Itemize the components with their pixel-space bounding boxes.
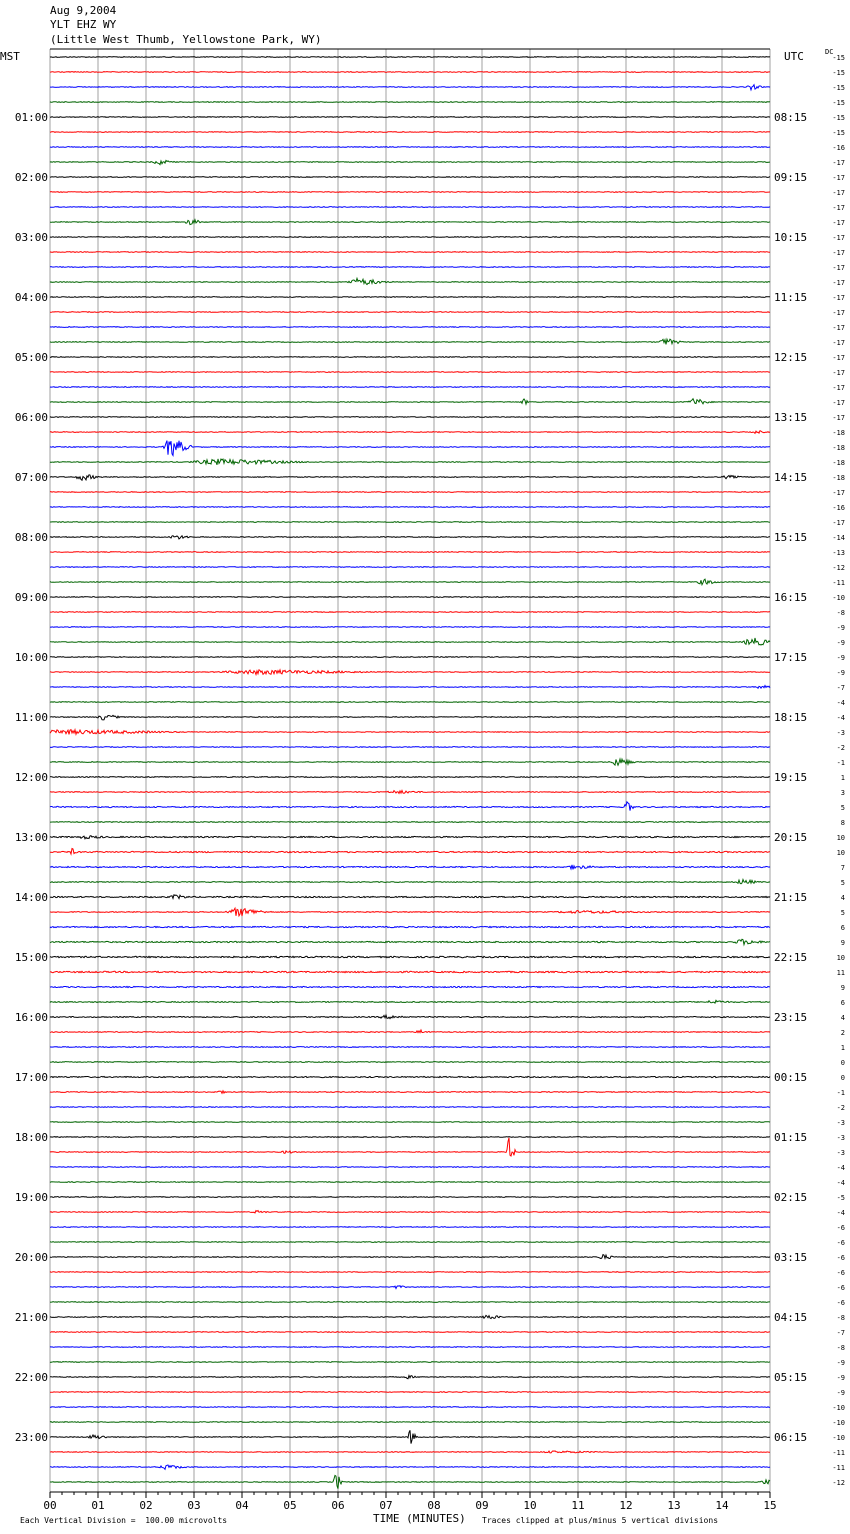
x-tick-label: 05 xyxy=(283,1499,297,1512)
seismic-trace xyxy=(50,1376,770,1379)
seismic-trace xyxy=(50,207,770,208)
station-code: YLT EHZ WY xyxy=(50,18,117,31)
x-tick-label: 02 xyxy=(139,1499,153,1512)
right-hour-label: 13:15 xyxy=(774,411,808,424)
dc-offset-label: -17 xyxy=(832,384,845,392)
seismic-trace xyxy=(50,638,770,645)
seismic-trace xyxy=(50,278,770,284)
dc-offset-label: -17 xyxy=(832,339,845,347)
dc-offset-label: -9 xyxy=(836,1374,845,1382)
right-hour-label: 09:15 xyxy=(774,171,808,184)
seismic-trace xyxy=(50,1227,770,1228)
right-hour-label: 04:15 xyxy=(774,1311,808,1324)
left-hour-label: 21:00 xyxy=(14,1311,48,1324)
left-timezone-label: MST xyxy=(0,50,20,63)
right-hour-label: 11:15 xyxy=(774,291,808,304)
left-hour-label: 01:00 xyxy=(14,111,48,124)
seismic-trace xyxy=(50,459,770,465)
seismic-trace xyxy=(50,908,770,916)
left-hour-label: 18:00 xyxy=(14,1131,48,1144)
seismic-trace xyxy=(50,417,770,418)
dc-offset-label: 10 xyxy=(836,834,845,842)
seismic-trace xyxy=(50,252,770,253)
seismic-trace xyxy=(50,956,770,957)
dc-offset-label: 2 xyxy=(840,1029,845,1037)
dc-offset-label: -18 xyxy=(832,459,845,467)
seismic-trace xyxy=(50,132,770,133)
left-hour-label: 13:00 xyxy=(14,831,48,844)
dc-offset-label: -15 xyxy=(832,84,845,92)
dc-offset-label: -3 xyxy=(836,1119,845,1127)
seismic-trace xyxy=(50,1167,770,1168)
seismic-trace xyxy=(50,57,770,58)
right-hour-label: 05:15 xyxy=(774,1371,808,1384)
dc-offset-label: -15 xyxy=(832,129,845,137)
dc-offset-label: -7 xyxy=(836,684,845,692)
dc-offset-label: 7 xyxy=(840,864,845,872)
scale-note: Each Vertical Division = 100.00 microvolts xyxy=(20,1516,228,1525)
dc-label: DC xyxy=(825,48,834,56)
left-hour-label: 05:00 xyxy=(14,351,48,364)
seismic-trace xyxy=(50,849,770,855)
seismic-trace xyxy=(50,759,770,765)
seismic-trace xyxy=(50,822,770,823)
seismic-trace xyxy=(50,1430,770,1443)
dc-offset-label: -4 xyxy=(836,1164,845,1172)
dc-offset-label: 5 xyxy=(840,879,845,887)
x-tick-label: 07 xyxy=(379,1499,393,1512)
seismic-trace xyxy=(50,880,770,884)
dc-offset-label: -17 xyxy=(832,519,845,527)
right-hour-label: 17:15 xyxy=(774,651,808,664)
dc-offset-label: -14 xyxy=(832,534,845,542)
dc-offset-label: -17 xyxy=(832,399,845,407)
right-hour-label: 08:15 xyxy=(774,111,808,124)
seismic-trace xyxy=(50,312,770,313)
seismic-trace xyxy=(50,1138,770,1156)
dc-offset-label: -6 xyxy=(836,1224,845,1232)
dc-offset-label: -18 xyxy=(832,474,845,482)
seismic-trace xyxy=(50,865,770,870)
seismic-trace xyxy=(50,475,770,480)
dc-offset-label: -10 xyxy=(832,1434,845,1442)
dc-offset-label: -17 xyxy=(832,309,845,317)
seismic-trace xyxy=(50,492,770,493)
seismic-trace xyxy=(50,399,770,404)
dc-offset-label: -17 xyxy=(832,294,845,302)
dc-offset-label: -17 xyxy=(832,249,845,257)
dc-offset-label: -18 xyxy=(832,444,845,452)
dc-offset-label: -1 xyxy=(836,1089,845,1097)
dc-offset-label: -8 xyxy=(836,1344,845,1352)
seismic-trace xyxy=(50,372,770,373)
dc-offset-label: -3 xyxy=(836,729,845,737)
right-hour-label: 12:15 xyxy=(774,351,808,364)
dc-offset-label: 5 xyxy=(840,909,845,917)
seismic-trace xyxy=(50,536,770,539)
dc-offset-label: 1 xyxy=(840,774,845,782)
dc-offset-label: 1 xyxy=(840,1044,845,1052)
right-hour-label: 18:15 xyxy=(774,711,808,724)
seismic-trace xyxy=(50,1122,770,1123)
left-hour-label: 03:00 xyxy=(14,231,48,244)
seismic-trace xyxy=(50,72,770,73)
left-hour-label: 02:00 xyxy=(14,171,48,184)
seismic-trace xyxy=(50,1302,770,1303)
right-timezone-label: UTC xyxy=(784,50,804,63)
seismic-trace xyxy=(50,85,770,90)
seismic-trace xyxy=(50,747,770,748)
dc-offset-label: 6 xyxy=(840,999,845,1007)
dc-offset-label: -9 xyxy=(836,669,845,677)
dc-offset-label: -5 xyxy=(836,1194,845,1202)
dc-offset-label: -9 xyxy=(836,639,845,647)
dc-offset-label: -17 xyxy=(832,189,845,197)
right-hour-label: 15:15 xyxy=(774,531,808,544)
seismic-trace xyxy=(50,441,770,456)
seismic-trace xyxy=(50,267,770,268)
seismic-trace xyxy=(50,1332,770,1333)
dc-offset-label: -8 xyxy=(836,1314,845,1322)
x-tick-label: 12 xyxy=(619,1499,633,1512)
dc-offset-label: -17 xyxy=(832,489,845,497)
seismic-trace xyxy=(50,1182,770,1183)
left-hour-label: 14:00 xyxy=(14,891,48,904)
seismic-trace xyxy=(50,102,770,103)
seismic-trace xyxy=(50,192,770,193)
left-hour-label: 11:00 xyxy=(14,711,48,724)
seismic-trace xyxy=(50,1091,770,1094)
dc-offset-label: -16 xyxy=(832,144,845,152)
dc-offset-label: -17 xyxy=(832,369,845,377)
right-hour-label: 10:15 xyxy=(774,231,808,244)
seismic-trace xyxy=(50,147,770,148)
left-hour-label: 22:00 xyxy=(14,1371,48,1384)
trace-group xyxy=(50,57,770,1489)
clip-note: Traces clipped at plus/minus 5 vertical divisions xyxy=(482,1516,719,1525)
chart-date: Aug 9,2004 xyxy=(50,4,117,17)
right-hour-label: 19:15 xyxy=(774,771,808,784)
right-hour-label: 00:15 xyxy=(774,1071,808,1084)
seismic-trace xyxy=(50,657,770,658)
right-hour-label: 16:15 xyxy=(774,591,808,604)
minute-gridlines xyxy=(50,49,770,1492)
seismic-trace xyxy=(50,117,770,118)
seismic-trace xyxy=(50,507,770,508)
dc-offset-label: 0 xyxy=(840,1059,845,1067)
dc-offset-label: -15 xyxy=(832,114,845,122)
station-location: (Little West Thumb, Yellowstone Park, WY) xyxy=(50,33,322,46)
left-hour-label: 16:00 xyxy=(14,1011,48,1024)
dc-offset-label: -11 xyxy=(832,1464,845,1472)
x-tick-label: 01 xyxy=(91,1499,105,1512)
seismic-trace xyxy=(50,579,770,585)
seismic-trace xyxy=(50,177,770,178)
dc-offset-label: -17 xyxy=(832,324,845,332)
dc-offset-label: 8 xyxy=(840,819,845,827)
seismic-trace xyxy=(50,1362,770,1363)
seismic-trace xyxy=(50,339,770,344)
dc-offset-label: 0 xyxy=(840,1074,845,1082)
x-axis-title: TIME (MINUTES) xyxy=(373,1512,466,1525)
x-tick-label: 09 xyxy=(475,1499,489,1512)
dc-offset-label: 6 xyxy=(840,924,845,932)
seismic-trace xyxy=(50,1030,770,1033)
dc-offset-label: -9 xyxy=(836,1389,845,1397)
right-hour-label: 01:15 xyxy=(774,1131,808,1144)
seismic-trace xyxy=(50,522,770,523)
right-hour-label: 20:15 xyxy=(774,831,808,844)
seismic-trace xyxy=(50,297,770,298)
seismic-trace xyxy=(50,627,770,628)
seismic-trace xyxy=(50,1242,770,1243)
left-hour-label: 17:00 xyxy=(14,1071,48,1084)
dc-offset-label: -2 xyxy=(836,744,845,752)
left-hour-label: 23:00 xyxy=(14,1431,48,1444)
x-tick-label: 15 xyxy=(763,1499,777,1512)
seismic-trace xyxy=(50,1347,770,1348)
seismic-trace xyxy=(50,387,770,388)
dc-offset-label: -15 xyxy=(832,54,845,62)
x-tick-label: 06 xyxy=(331,1499,345,1512)
seismic-trace xyxy=(50,220,770,225)
dc-offset-label: -10 xyxy=(832,1419,845,1427)
left-hour-label: 19:00 xyxy=(14,1191,48,1204)
dc-offset-label: -9 xyxy=(836,654,845,662)
left-hour-label: 12:00 xyxy=(14,771,48,784)
seismic-trace xyxy=(50,1272,770,1273)
seismic-trace xyxy=(50,237,770,238)
dc-offset-label: 9 xyxy=(840,939,845,947)
seismic-trace xyxy=(50,1197,770,1198)
seismic-trace xyxy=(50,1000,770,1003)
x-tick-label: 00 xyxy=(43,1499,57,1512)
dc-offset-label: -15 xyxy=(832,69,845,77)
seismic-trace xyxy=(50,715,770,720)
x-tick-label: 11 xyxy=(571,1499,585,1512)
right-hour-label: 23:15 xyxy=(774,1011,808,1024)
dc-offset-label: -4 xyxy=(836,699,845,707)
dc-offset-label: -17 xyxy=(832,204,845,212)
seismic-trace xyxy=(50,1315,770,1318)
seismic-trace xyxy=(50,670,770,675)
seismic-trace xyxy=(50,686,770,689)
dc-offset-label: -12 xyxy=(832,564,845,572)
left-hour-label: 08:00 xyxy=(14,531,48,544)
dc-offset-label: -4 xyxy=(836,714,845,722)
left-hour-label: 15:00 xyxy=(14,951,48,964)
dc-offset-label: -9 xyxy=(836,624,845,632)
dc-offset-label: -17 xyxy=(832,279,845,287)
dc-offset-label: -6 xyxy=(836,1239,845,1247)
dc-offset-label: -11 xyxy=(832,579,845,587)
dc-offset-label: -17 xyxy=(832,174,845,182)
seismic-trace xyxy=(50,1015,770,1019)
seismic-trace xyxy=(50,702,770,703)
dc-offset-label: -10 xyxy=(832,1404,845,1412)
dc-offset-label: -2 xyxy=(836,1104,845,1112)
dc-offset-label: 10 xyxy=(836,954,845,962)
seismic-trace xyxy=(50,160,770,164)
dc-offset-label: -3 xyxy=(836,1134,845,1142)
dc-offset-label: -4 xyxy=(836,1179,845,1187)
seismic-trace xyxy=(50,1451,770,1453)
left-hour-label: 09:00 xyxy=(14,591,48,604)
dc-offset-label: -6 xyxy=(836,1254,845,1262)
dc-offset-label: 4 xyxy=(840,894,845,902)
seismic-trace xyxy=(50,431,770,434)
seismic-trace xyxy=(50,939,770,944)
seismic-trace xyxy=(50,1062,770,1063)
right-hour-label: 21:15 xyxy=(774,891,808,904)
left-hour-label: 07:00 xyxy=(14,471,48,484)
dc-offset-label: -1 xyxy=(836,759,845,767)
seismic-trace xyxy=(50,1047,770,1048)
dc-offset-label: 3 xyxy=(840,789,845,797)
dc-offset-label: -10 xyxy=(832,594,845,602)
left-hour-label: 10:00 xyxy=(14,651,48,664)
seismic-trace xyxy=(50,1137,770,1138)
dc-offset-label: 9 xyxy=(840,984,845,992)
dc-offset-label: 4 xyxy=(840,1014,845,1022)
seismic-trace xyxy=(50,597,770,598)
seismic-trace xyxy=(50,1286,770,1289)
dc-offset-label: -17 xyxy=(832,264,845,272)
seismic-trace xyxy=(50,1422,770,1423)
seismic-trace xyxy=(50,791,770,794)
dc-offset-label: -4 xyxy=(836,1209,845,1217)
seismic-trace xyxy=(50,971,770,972)
right-hour-label: 03:15 xyxy=(774,1251,808,1264)
seismic-trace xyxy=(50,1465,770,1469)
dc-offset-label: -3 xyxy=(836,1149,845,1157)
seismic-trace xyxy=(50,802,770,811)
seismic-trace xyxy=(50,836,770,839)
x-tick-label: 04 xyxy=(235,1499,249,1512)
dc-offset-label: -18 xyxy=(832,429,845,437)
x-tick-label: 13 xyxy=(667,1499,681,1512)
right-hour-label: 22:15 xyxy=(774,951,808,964)
dc-offset-label: -16 xyxy=(832,504,845,512)
dc-offset-label: -17 xyxy=(832,414,845,422)
dc-offset-label: -17 xyxy=(832,159,845,167)
left-hour-label: 06:00 xyxy=(14,411,48,424)
right-hour-label: 06:15 xyxy=(774,1431,808,1444)
dc-offset-label: -7 xyxy=(836,1329,845,1337)
seismic-trace xyxy=(50,552,770,553)
seismic-trace xyxy=(50,895,770,899)
left-hour-label: 04:00 xyxy=(14,291,48,304)
seismic-trace xyxy=(50,357,770,358)
seismic-trace xyxy=(50,567,770,568)
seismic-trace xyxy=(50,1392,770,1393)
dc-offset-label: -15 xyxy=(832,99,845,107)
axis-labels xyxy=(15,54,845,1512)
seismic-trace xyxy=(50,1107,770,1108)
left-hour-label: 20:00 xyxy=(14,1251,48,1264)
dc-offset-label: 5 xyxy=(840,804,845,812)
seismic-trace xyxy=(50,926,770,927)
dc-offset-label: -13 xyxy=(832,549,845,557)
dc-offset-label: -17 xyxy=(832,219,845,227)
x-tick-label: 10 xyxy=(523,1499,537,1512)
dc-offset-label: -17 xyxy=(832,234,845,242)
dc-offset-label: -12 xyxy=(832,1479,845,1487)
right-hour-label: 14:15 xyxy=(774,471,808,484)
seismic-trace xyxy=(50,730,770,735)
seismic-trace xyxy=(50,1407,770,1408)
dc-offset-label: -17 xyxy=(832,354,845,362)
x-tick-label: 14 xyxy=(715,1499,729,1512)
x-tick-label: 08 xyxy=(427,1499,441,1512)
x-tick-label: 03 xyxy=(187,1499,201,1512)
dc-offset-label: -6 xyxy=(836,1269,845,1277)
seismic-trace xyxy=(50,612,770,613)
dc-offset-label: -8 xyxy=(836,609,845,617)
dc-offset-label: 10 xyxy=(836,849,845,857)
right-hour-label: 02:15 xyxy=(774,1191,808,1204)
seismic-trace xyxy=(50,1076,770,1077)
seismic-trace xyxy=(50,1475,770,1488)
dc-offset-label: -6 xyxy=(836,1284,845,1292)
seismic-trace xyxy=(50,1211,770,1214)
seismic-trace xyxy=(50,986,770,987)
seismic-trace xyxy=(50,1255,770,1259)
dc-offset-label: -6 xyxy=(836,1299,845,1307)
dc-offset-label: -9 xyxy=(836,1359,845,1367)
seismic-trace xyxy=(50,777,770,778)
seismic-trace xyxy=(50,327,770,328)
dc-offset-label: 11 xyxy=(836,969,845,977)
dc-offset-label: -11 xyxy=(832,1449,845,1457)
